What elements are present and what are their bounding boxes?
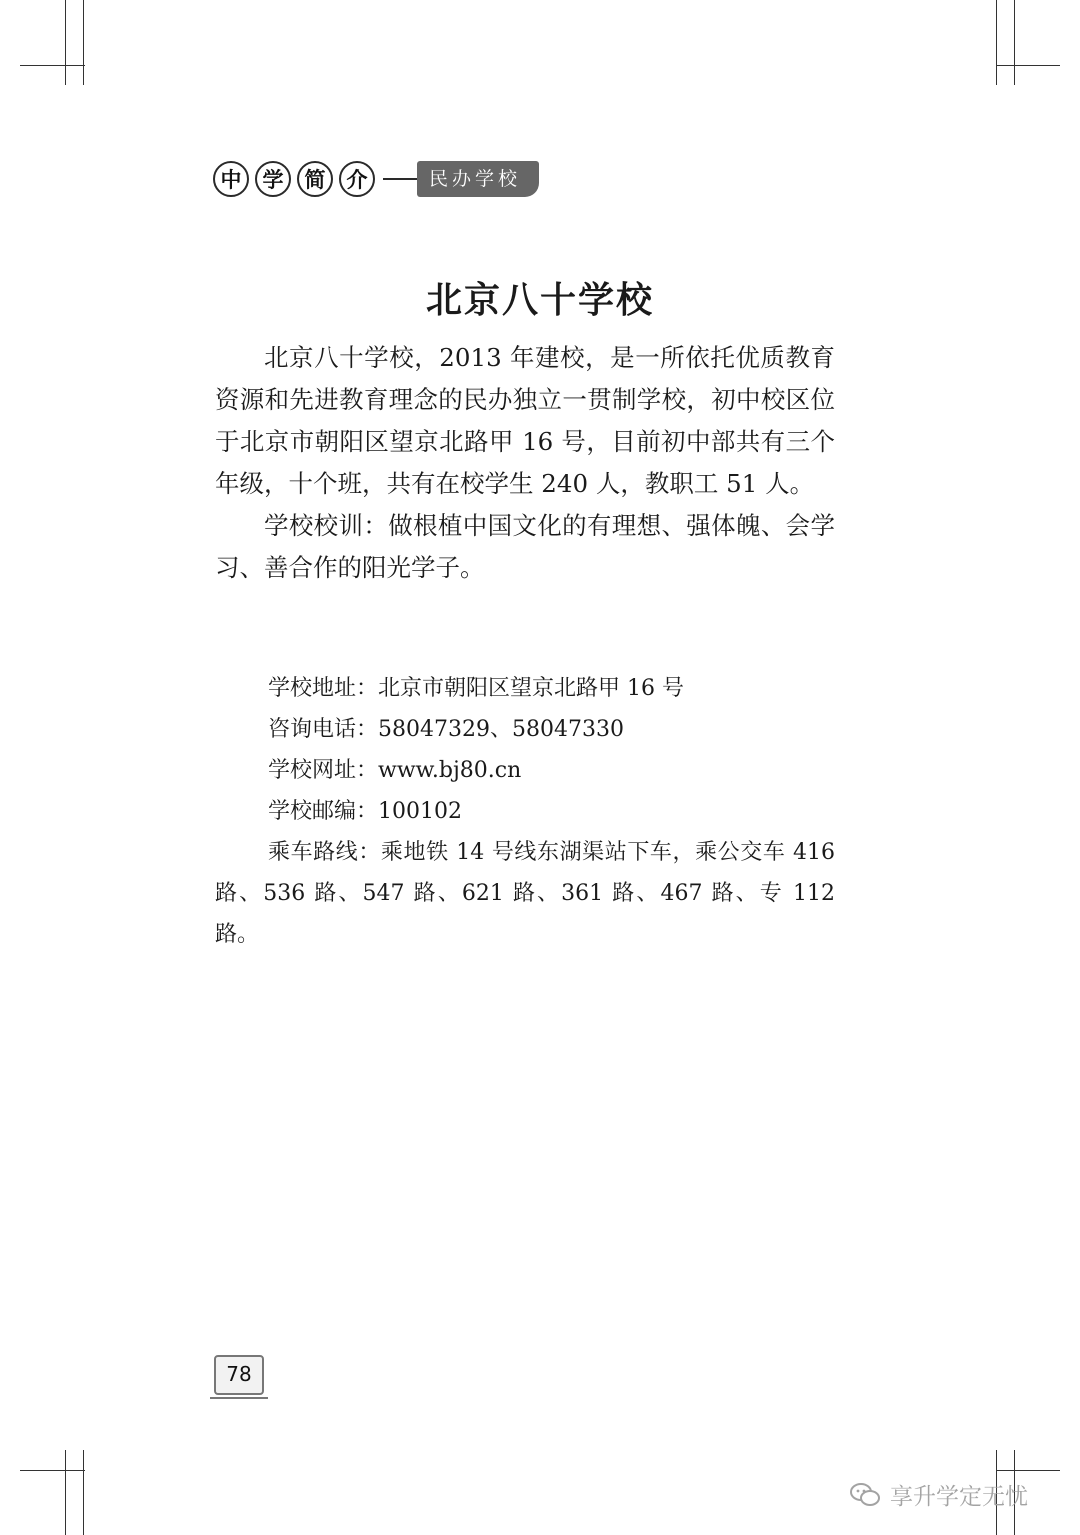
category-tag: 民办学校 xyxy=(417,161,539,197)
postcode: 学校邮编：100102 xyxy=(268,799,462,824)
crop-mark xyxy=(65,0,66,85)
header-divider xyxy=(383,178,417,180)
header-char: 中 xyxy=(213,161,249,197)
website: 学校网址：www.bj80.cn xyxy=(268,758,522,783)
contact-info xyxy=(215,668,835,955)
header-char: 简 xyxy=(297,161,333,197)
crop-mark xyxy=(996,0,997,85)
paragraph: 学校校训：做根植中国文化的有理想、强体魄、会学习、善合作的阳光学子。 xyxy=(215,511,835,582)
crop-mark xyxy=(20,1470,85,1471)
paragraph: 北京八十学校，2013 年建校，是一所依托优质教育资源和先进教育理念的民办独立一贯制学校，初中校区位于北京市朝阳区望京北路甲 16 号，目前初中部共有三个年级，十个班，共有在校学生 240 人，教职工 51 人。 xyxy=(215,343,835,498)
intro-text xyxy=(215,337,835,589)
crop-mark xyxy=(20,65,85,66)
crop-mark xyxy=(83,1450,84,1535)
crop-mark xyxy=(1014,0,1015,85)
book-icon xyxy=(210,1394,268,1399)
address: 学校地址：北京市朝阳区望京北路甲 16 号 xyxy=(268,676,684,701)
crop-mark xyxy=(83,0,84,85)
crop-mark xyxy=(996,1470,1060,1471)
watermark-text: 享升学定无忧 xyxy=(890,1484,1028,1510)
chat-bubble-icon xyxy=(850,1482,880,1508)
page-title: 北京八十学校 xyxy=(425,280,654,321)
header-char: 介 xyxy=(339,161,375,197)
crop-mark xyxy=(996,65,1060,66)
header-char: 学 xyxy=(255,161,291,197)
crop-mark xyxy=(65,1450,66,1535)
watermark xyxy=(850,1478,1028,1511)
section-header xyxy=(213,159,539,199)
transit-route: 乘车路线：乘地铁 14 号线东湖渠站下车，乘公交车 416 路、536 路、547 路、621 路、361 路、467 路、专 112 路。 xyxy=(215,840,835,947)
page-number: 78 xyxy=(214,1355,264,1395)
phone: 咨询电话：58047329、58047330 xyxy=(268,717,624,742)
